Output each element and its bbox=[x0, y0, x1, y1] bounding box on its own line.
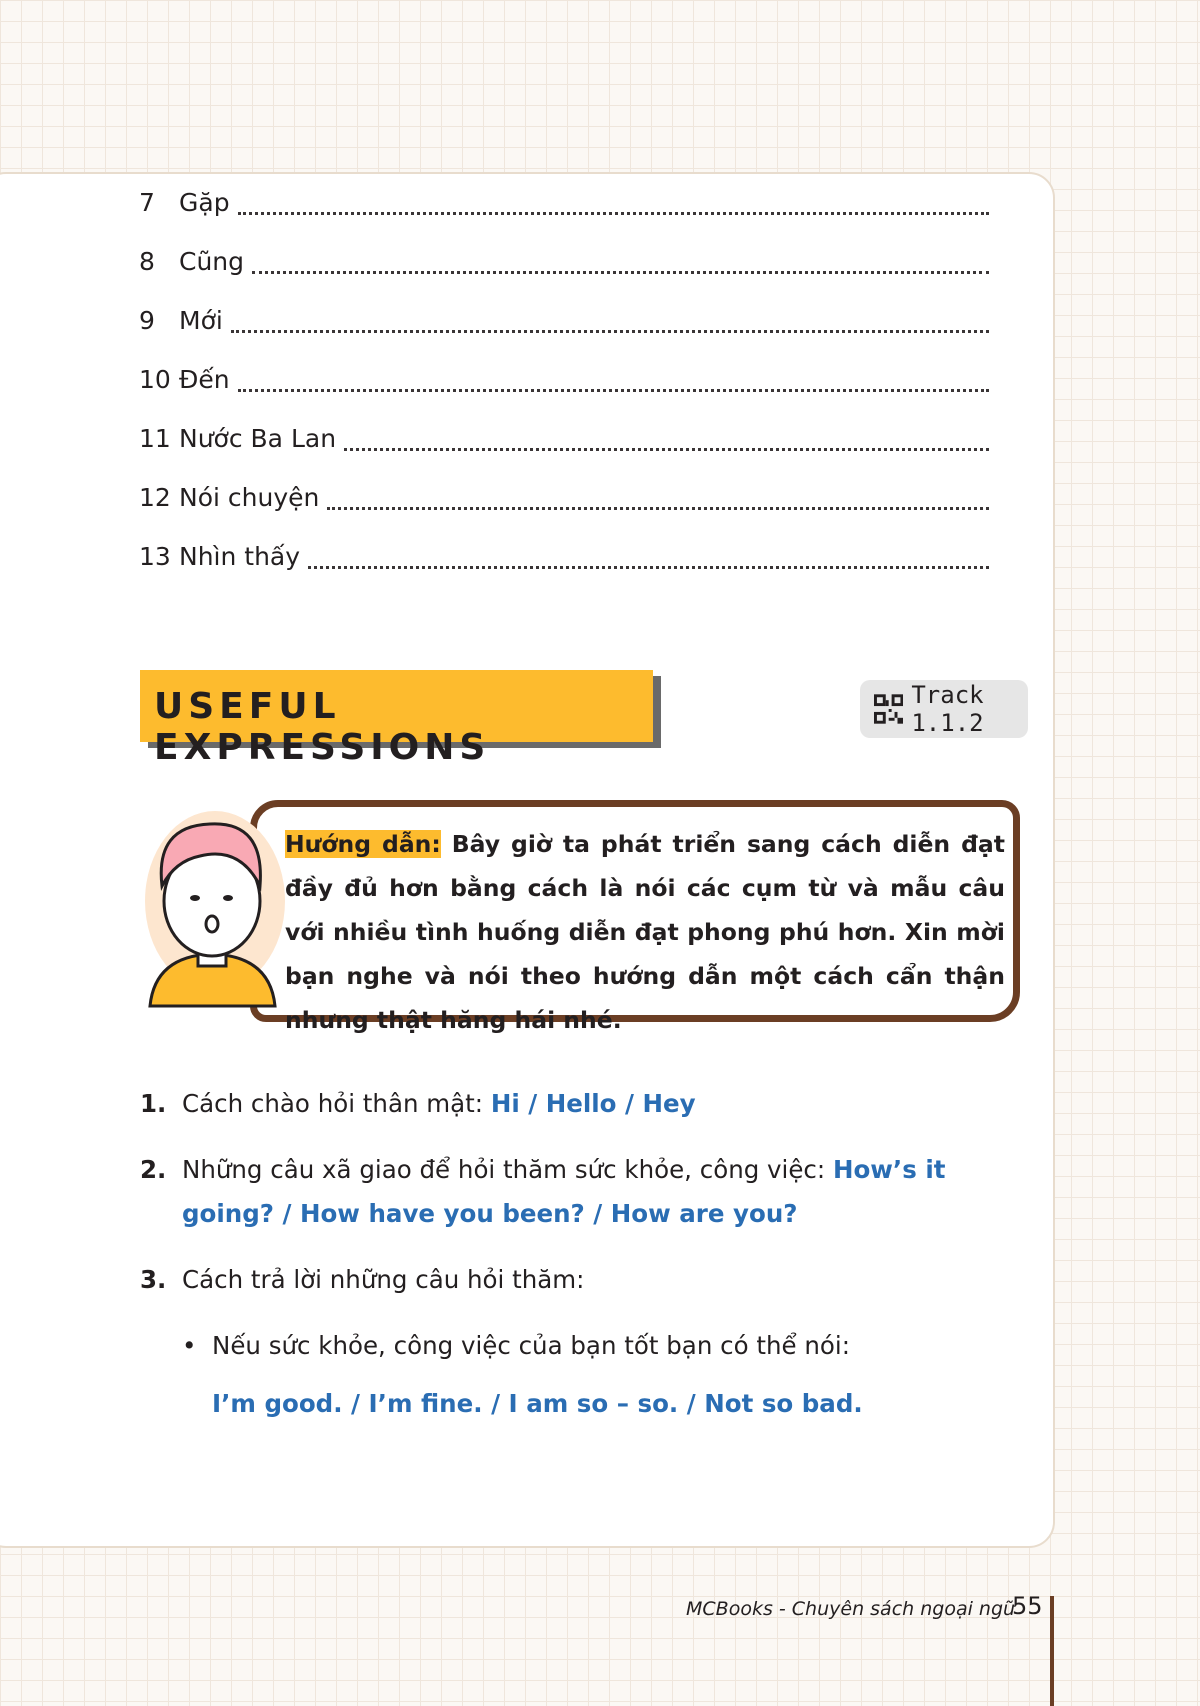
answer-line[interactable] bbox=[327, 507, 989, 510]
section-header bbox=[140, 670, 653, 768]
bullet-text: Nếu sức khỏe, công việc của bạn tốt bạn có thể nói: bbox=[212, 1331, 850, 1360]
item-number: 1. bbox=[140, 1089, 167, 1118]
item-text: Cách chào hỏi thân mật: bbox=[182, 1089, 491, 1118]
section-title: USEFUL EXPRESSIONS bbox=[154, 686, 491, 768]
vocab-number: 10 bbox=[139, 365, 171, 394]
vocab-row bbox=[139, 188, 989, 247]
item-highlight: Hi / Hello / Hey bbox=[490, 1089, 696, 1118]
vocab-row bbox=[139, 306, 989, 365]
page-edge-bar bbox=[1050, 1596, 1054, 1706]
answer-line[interactable] bbox=[308, 566, 989, 569]
track-label: Track 1.1.2 bbox=[911, 681, 984, 737]
vocab-row bbox=[139, 247, 989, 306]
bullet-icon: • bbox=[182, 1331, 197, 1360]
audio-track-badge[interactable] bbox=[860, 680, 1028, 738]
vocab-number: 12 bbox=[139, 483, 171, 512]
answer-line[interactable] bbox=[344, 448, 989, 451]
page-number: 55 bbox=[1012, 1592, 1043, 1620]
vocab-number: 11 bbox=[139, 424, 171, 453]
vocab-word: Đến bbox=[179, 365, 230, 394]
bullet-item bbox=[140, 1324, 1030, 1368]
guide-body: Bây giờ ta phát triển sang cách diễn đạt đầy đủ hơn bằng cách là nói các cụm từ và mẫu câu với nhiều tình huống diễn đạt phong phú hơn. Xin mời bạn nghe và nói theo hướng dẫn một cách cẩn thận nhưng thật hăng hái nhé. bbox=[285, 830, 1005, 1034]
student-avatar-icon bbox=[140, 806, 285, 1021]
list-item bbox=[140, 1148, 1030, 1236]
vocab-word: Mới bbox=[179, 306, 223, 335]
vocab-row bbox=[139, 365, 989, 424]
answer-line[interactable] bbox=[231, 330, 989, 333]
publisher-footer: MCBooks - Chuyên sách ngoại ngữ bbox=[686, 1598, 1016, 1620]
expression-list bbox=[140, 1082, 1030, 1426]
qr-code-icon bbox=[874, 689, 903, 729]
vocab-row bbox=[139, 424, 989, 483]
vocab-list bbox=[139, 188, 989, 601]
vocab-row bbox=[139, 483, 989, 542]
vocab-row bbox=[139, 542, 989, 601]
bullet-answer: I’m good. / I’m fine. / I am so – so. / Not so bad. bbox=[212, 1389, 863, 1418]
item-text: Cách trả lời những câu hỏi thăm: bbox=[182, 1265, 585, 1294]
item-text: Những câu xã giao để hỏi thăm sức khỏe, công việc: bbox=[182, 1155, 833, 1184]
vocab-number: 13 bbox=[139, 542, 171, 571]
answer-line[interactable] bbox=[238, 389, 989, 392]
item-highlight: How’s it going? / How have you been? / How are you? bbox=[182, 1155, 946, 1228]
answer-line[interactable] bbox=[238, 212, 989, 215]
answer-line[interactable] bbox=[252, 271, 989, 274]
vocab-word: Cũng bbox=[179, 247, 245, 276]
vocab-number: 7 bbox=[139, 188, 155, 217]
guide-text bbox=[285, 822, 1005, 1042]
list-item bbox=[140, 1082, 1030, 1126]
item-number: 3. bbox=[140, 1265, 167, 1294]
vocab-word: Nhìn thấy bbox=[179, 542, 301, 571]
guide-label: Hướng dẫn: bbox=[285, 830, 441, 858]
vocab-number: 9 bbox=[139, 306, 155, 335]
vocab-word: Gặp bbox=[179, 188, 230, 217]
vocab-word: Nói chuyện bbox=[179, 483, 320, 512]
list-item bbox=[140, 1258, 1030, 1302]
vocab-word: Nước Ba Lan bbox=[179, 424, 337, 453]
item-number: 2. bbox=[140, 1155, 167, 1184]
vocab-number: 8 bbox=[139, 247, 155, 276]
